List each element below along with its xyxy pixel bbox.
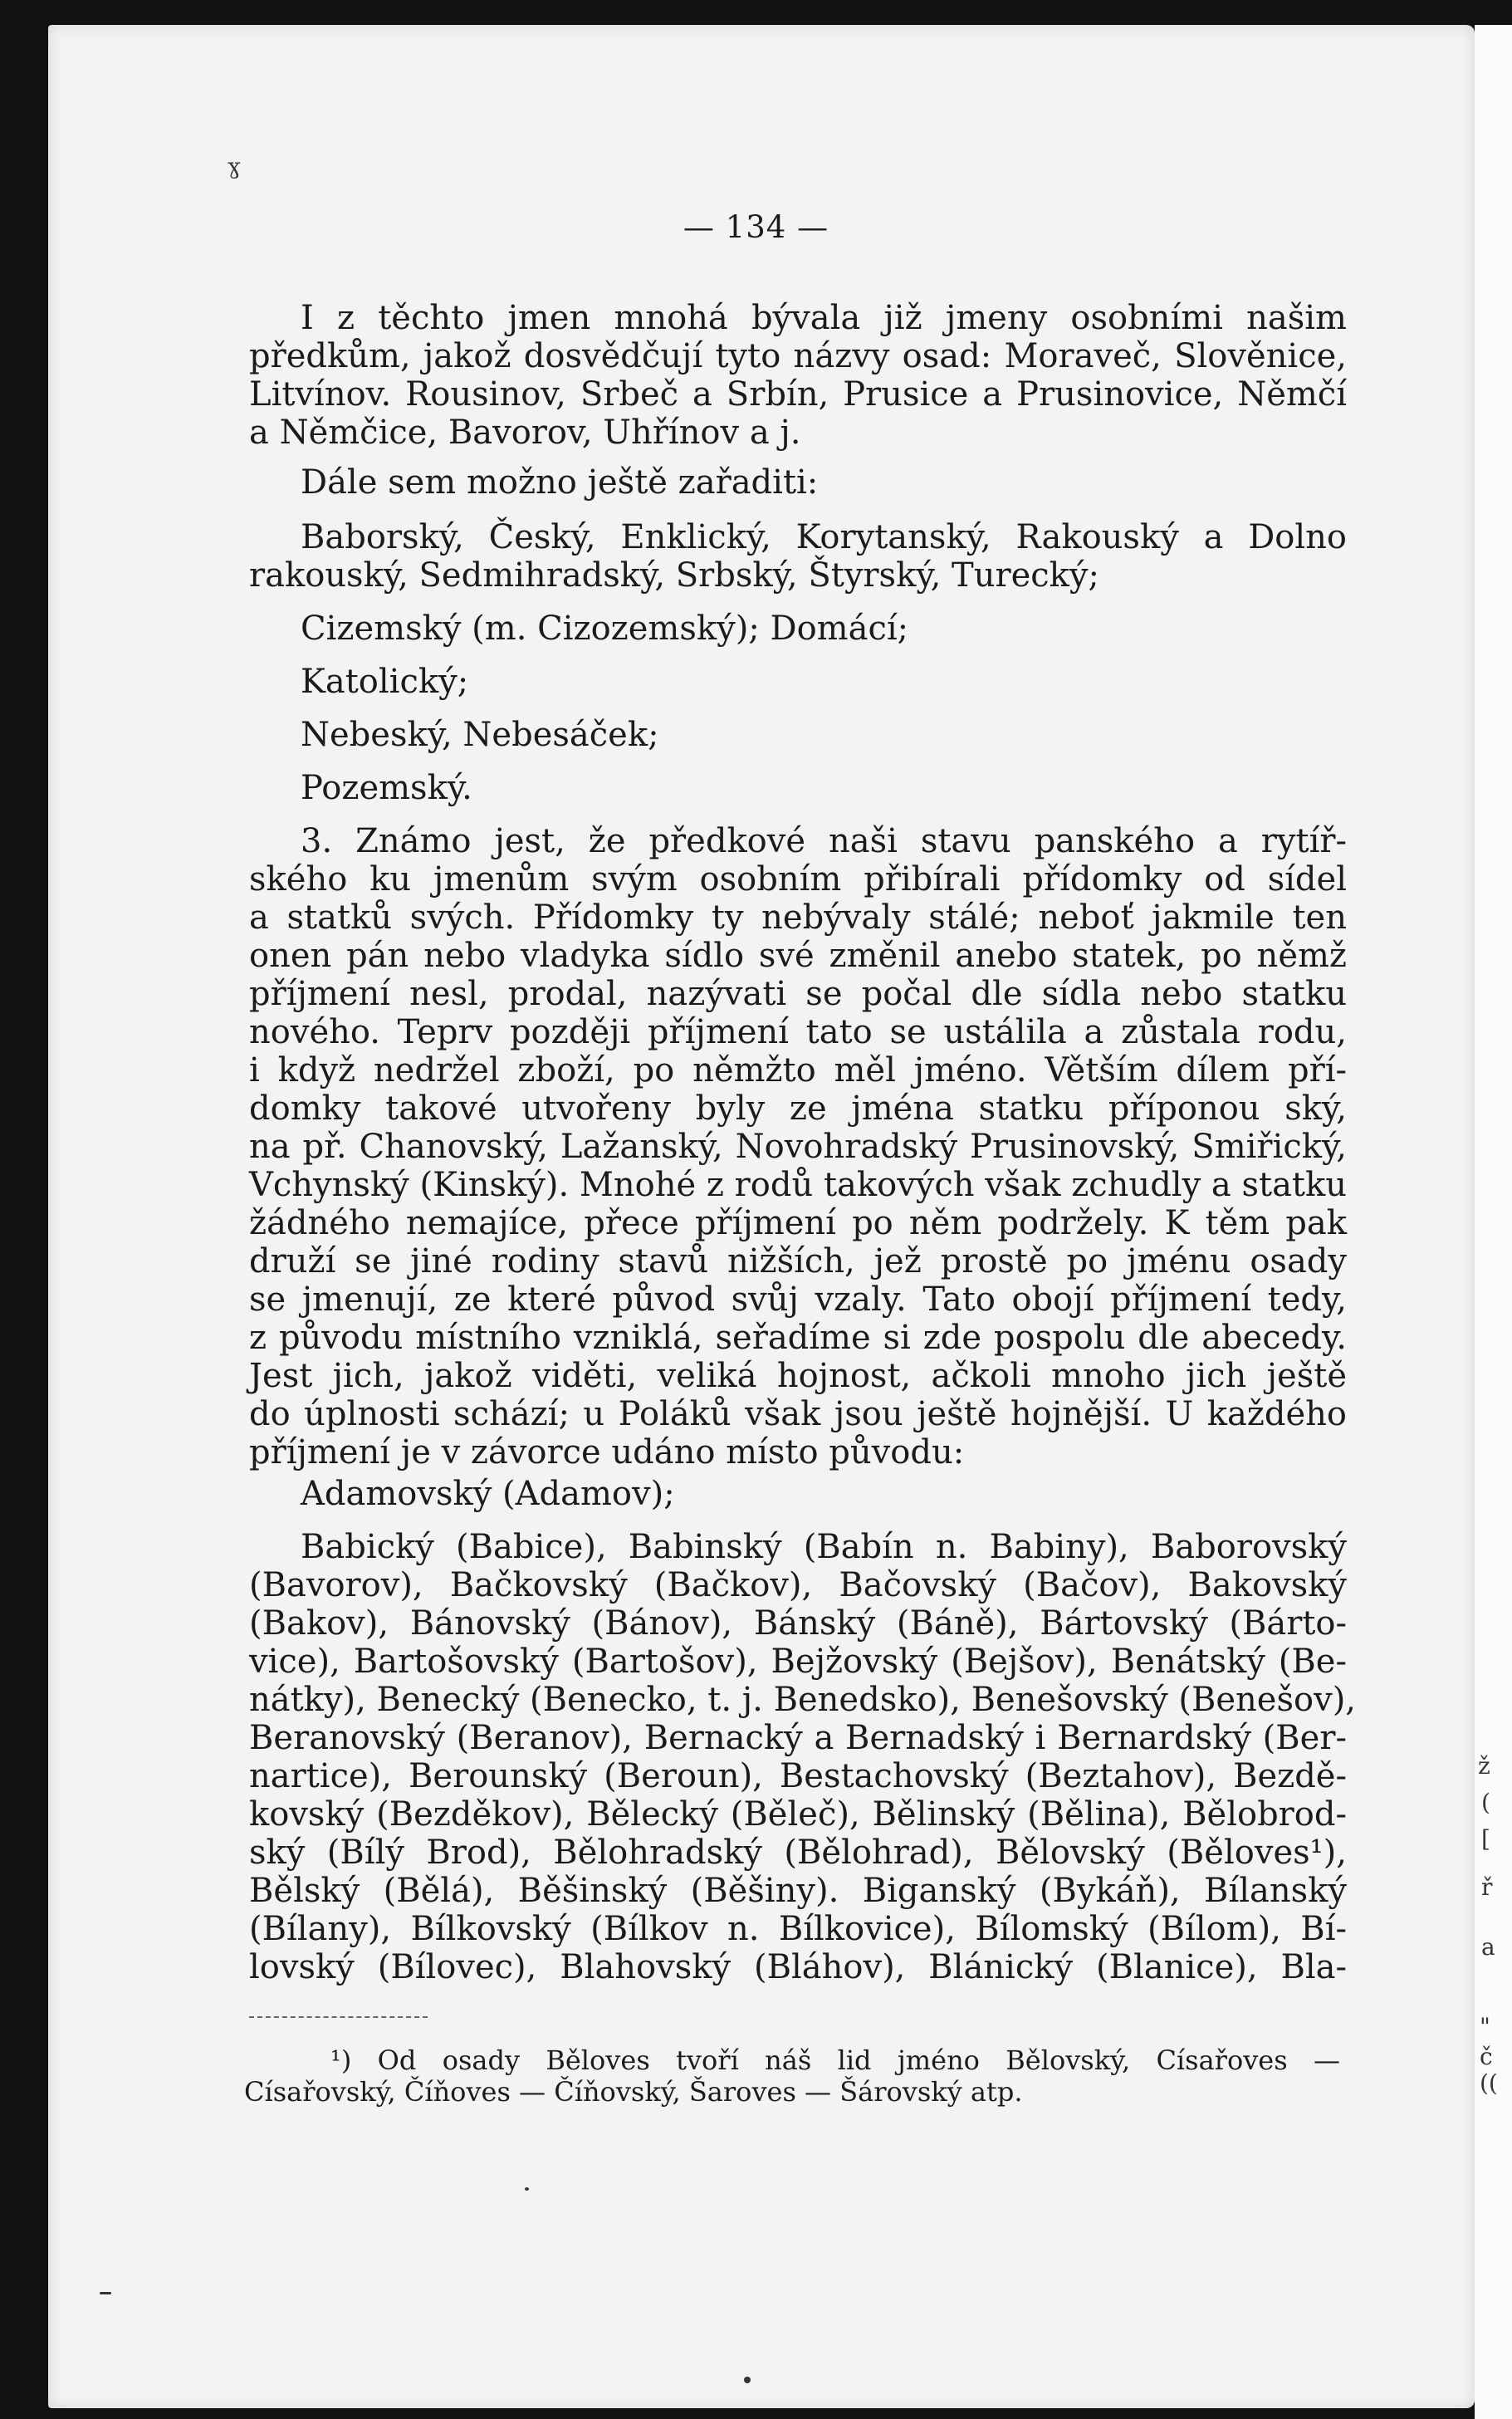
corner-mark: ɣ [228, 154, 241, 179]
text-line: nového. Teprv později příjmení tato se ustálila a zůstala rodu, [249, 1013, 1347, 1051]
text-line: se jmenují, ze které původ svůj vzaly. Tato obojí příjmení tedy, [249, 1281, 1347, 1319]
text-line: 3. Známo jest, že předkové naši stavu panského a rytíř- [301, 822, 1347, 860]
text-line: předkům, jakož dosvědčují tyto názvy osad: Moraveč, Slověnice, [249, 337, 1347, 375]
text-line: domky takové utvořeny byly ze jména statku příponou ský, [249, 1090, 1347, 1128]
text-line: Pozemský. [301, 769, 472, 807]
text-line: (Bavorov), Bačkovský (Bačkov), Bačovský (Bačov), Bakovský [249, 1566, 1347, 1604]
text-line: rakouský, Sedmihradský, Srbský, Štyrský, Turecký; [249, 556, 1099, 595]
text-line: ¹) Od osady Běloves tvoří náš lid jméno Bělovský, Císařoves — [330, 2044, 1340, 2076]
text-line: Vchynský (Kinský). Mnohé z rodů takových však zchudly a statku [249, 1166, 1347, 1204]
text-line: žádného nemajíce, přece příjmení po něm podržely. K těm pak [249, 1204, 1347, 1242]
text-line: a statků svých. Přídomky ty nebývaly stálé; neboť jakmile ten [249, 899, 1347, 937]
text-line: Litvínov. Rousinov, Srbeč a Srbín, Prusice a Prusinovice, Němčí [249, 375, 1347, 414]
footnote-separator [249, 2016, 428, 2018]
page-number: — 134 — [683, 209, 829, 245]
scan-speck [100, 2292, 111, 2294]
text-line: Cizemský (m. Cizozemský); Domácí; [301, 610, 909, 648]
scan-speck [525, 2187, 529, 2191]
text-line: z původu místního vzniklá, seřadíme si zde pospolu dle abecedy. [249, 1319, 1347, 1357]
text-line: Nebeský, Nebesáček; [301, 716, 659, 754]
text-line: I z těchto jmen mnohá bývala již jmeny osobními našim [301, 299, 1347, 337]
edge-glyph: ( [1481, 1789, 1490, 1816]
text-line: příjmení je v závorce udáno místo původu: [249, 1433, 965, 1471]
text-line: nartice), Berounský (Beroun), Bestachovský (Beztahov), Bezdě- [249, 1757, 1347, 1795]
edge-glyph: (( [1480, 2069, 1498, 2097]
text-line: Císařovský, Číňoves — Číňovský, Šaroves — Šárovský atp. [244, 2076, 1023, 2108]
edge-glyph: [ [1481, 1825, 1490, 1853]
edge-glyph: č [1480, 2043, 1493, 2070]
edge-glyph: a [1481, 1933, 1495, 1961]
text-line: kovský (Bezděkov), Bělecký (Běleč), Bělinský (Bělina), Bělobrod- [249, 1795, 1347, 1834]
text-line: onen pán nebo vladyka sídlo své změnil anebo statek, po němž [249, 937, 1347, 975]
text-line: a Němčice, Bavorov, Uhřínov a j. [249, 414, 801, 452]
text-line: vice), Bartošovský (Bartošov), Bejžovský (Bejšov), Benátský (Be- [249, 1643, 1347, 1681]
text-line: do úplnosti schází; u Poláků však jsou ještě hojnější. U každého [249, 1395, 1347, 1433]
text-line: Dále sem možno ještě zařaditi: [301, 463, 819, 502]
text-line: ský (Bílý Brod), Bělohradský (Bělohrad), Bělovský (Běloves¹), [249, 1834, 1347, 1872]
text-line: Beranovský (Beranov), Bernacký a Bernadský i Bernardský (Ber- [249, 1719, 1347, 1757]
text-line: (Bílany), Bílkovský (Bílkov n. Bílkovice), Bílomský (Bílom), Bí- [249, 1910, 1347, 1948]
text-line: ského ku jmenům svým osobním přibírali přídomky od sídel [249, 860, 1347, 899]
edge-glyph: ž [1478, 1752, 1490, 1780]
text-line: Katolický; [301, 663, 469, 701]
text-line: i když nedržel zboží, po němžto měl jméno. Větším dílem pří- [249, 1051, 1347, 1090]
text-line: nátky), Benecký (Benecko, t. j. Benedsko), Benešovský (Benešov), [249, 1681, 1357, 1719]
text-line: lovský (Bílovec), Blahovský (Bláhov), Blánický (Blanice), Bla- [249, 1948, 1347, 1986]
adjacent-page-edge [1475, 25, 1512, 2419]
text-line: Adamovský (Adamov); [301, 1475, 675, 1513]
edge-glyph: ř [1481, 1873, 1493, 1901]
text-line: Jest jich, jakož viděti, veliká hojnost, ačkoli mnoho jich ještě [249, 1357, 1347, 1395]
text-line: Baborský, Český, Enklický, Korytanský, Rakouský a Dolno [301, 518, 1347, 556]
text-line: Babický (Babice), Babinský (Babín n. Babiny), Baborovský [301, 1528, 1347, 1566]
text-line: na př. Chanovský, Lažanský, Novohradský Prusinovský, Smiřický, [249, 1128, 1347, 1166]
text-line: druží se jiné rodiny stavů nižších, jež prostě po jménu osady [249, 1242, 1347, 1281]
text-line: Bělský (Bělá), Běšinský (Běšiny). Biganský (Bykáň), Bílanský [249, 1872, 1347, 1910]
scan-speck [744, 2377, 751, 2383]
edge-glyph: " [1480, 2013, 1490, 2040]
text-line: (Bakov), Bánovský (Bánov), Bánský (Báně), Bártovský (Bárto- [249, 1604, 1347, 1643]
text-line: příjmení nesl, prodal, nazývati se počal dle sídla nebo statku [249, 975, 1347, 1013]
